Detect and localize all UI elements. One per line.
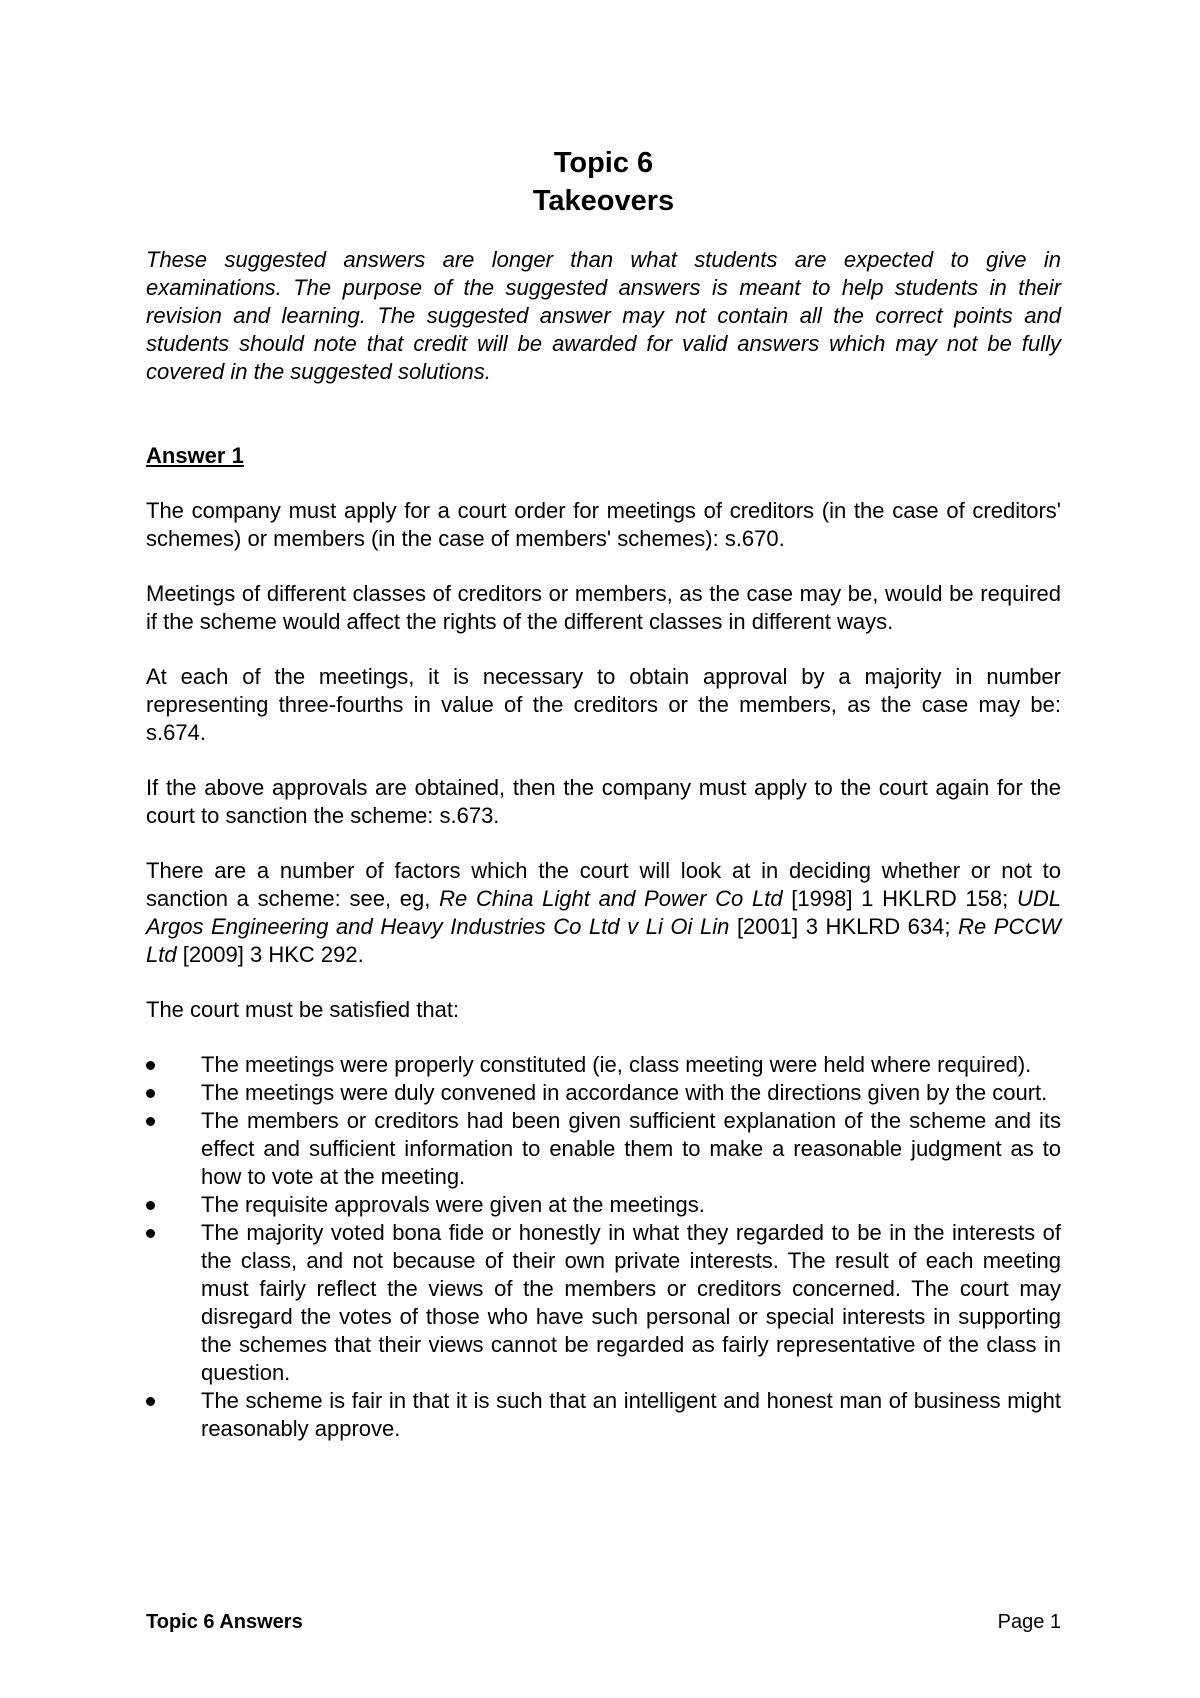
case-citation-udl-argos: UDL Argos Engineering and Heavy Industries Co Ltd v Li Oi Lin	[146, 886, 1061, 939]
answer-heading: Answer 1	[146, 443, 244, 468]
paragraph-class-meetings: Meetings of different classes of creditors or members, as the case may be, would be required if the scheme would affect the rights of the different classes in different ways.	[146, 581, 1061, 634]
paragraph-approval-majority: At each of the meetings, it is necessary to obtain approval by a majority in number representing three-fourths in value of the creditors or the members, as the case may be: s.674.	[146, 664, 1061, 745]
page-content	[146, 144, 1061, 1443]
list-item: The scheme is fair in that it is such that an intelligent and honest man of business might reasonably approve.	[146, 1387, 1061, 1443]
list-item: The requisite approvals were given at the meetings.	[146, 1191, 1061, 1219]
title-topic: Topic 6	[553, 147, 654, 179]
list-item: The majority voted bona fide or honestly in what they regarded to be in the interests of the class, and not because of their own private interests. The result of each meeting must fairly reflect the views of the members or creditors concerned. The court may disregard the votes of those who have such personal or special interests in supporting the schemes that their views cannot be regarded as fairly representative of the class in question.	[146, 1219, 1061, 1387]
footer-document-name: Topic 6 Answers	[146, 1611, 303, 1633]
paragraph-court-order: The company must apply for a court order for meetings of creditors (in the case of creditors' schemes) or members (in the case of members' schemes): s.670.	[146, 498, 1061, 551]
case-citation-china-light: Re China Light and Power Co Ltd	[439, 886, 783, 911]
factors-text-1: There are a number of factors which the court will look at in deciding whether or not to sanction a scheme: see, eg,	[146, 858, 1061, 911]
intro-disclaimer: These suggested answers are longer than what students are expected to give in examinations. The purpose of the suggested answers is meant to help students in their revision and learning. The suggested answer may not contain all the correct points and students should note that credit will be awarded for valid answers which may not be fully covered in the suggested solutions.	[146, 247, 1061, 384]
title-subject: Takeovers	[532, 185, 675, 217]
paragraph-court-satisfied: The court must be satisfied that:	[146, 997, 460, 1022]
page-title	[146, 144, 1061, 220]
paragraph-court-factors	[146, 857, 1061, 969]
factors-text-2: [1998] 1 HKLRD 158;	[782, 886, 1017, 911]
list-item: The members or creditors had been given sufficient explanation of the scheme and its effect and sufficient information to enable them to make a reasonable judgment as to how to vote at the meeting.	[146, 1107, 1061, 1191]
paragraph-court-sanction: If the above approvals are obtained, then the company must apply to the court again for the court to sanction the scheme: s.673.	[146, 775, 1061, 828]
list-item: The meetings were duly convened in accordance with the directions given by the court.	[146, 1079, 1061, 1107]
conditions-list	[146, 1051, 1061, 1443]
factors-text-3: [2001] 3 HKLRD 634;	[729, 914, 959, 939]
bullet-icon	[146, 1229, 155, 1238]
case-citation-pccw: Re PCCW Ltd	[146, 914, 1061, 967]
bullet-icon	[146, 1089, 155, 1098]
bullet-icon	[146, 1201, 155, 1210]
footer-page-number: Page 1	[997, 1611, 1061, 1633]
list-item: The meetings were properly constituted (ie, class meeting were held where required).	[146, 1051, 1061, 1079]
bullet-icon	[146, 1397, 155, 1406]
bullet-icon	[146, 1117, 155, 1126]
bullet-icon	[146, 1061, 155, 1070]
factors-text-4: [2009] 3 HKC 292.	[176, 942, 364, 967]
